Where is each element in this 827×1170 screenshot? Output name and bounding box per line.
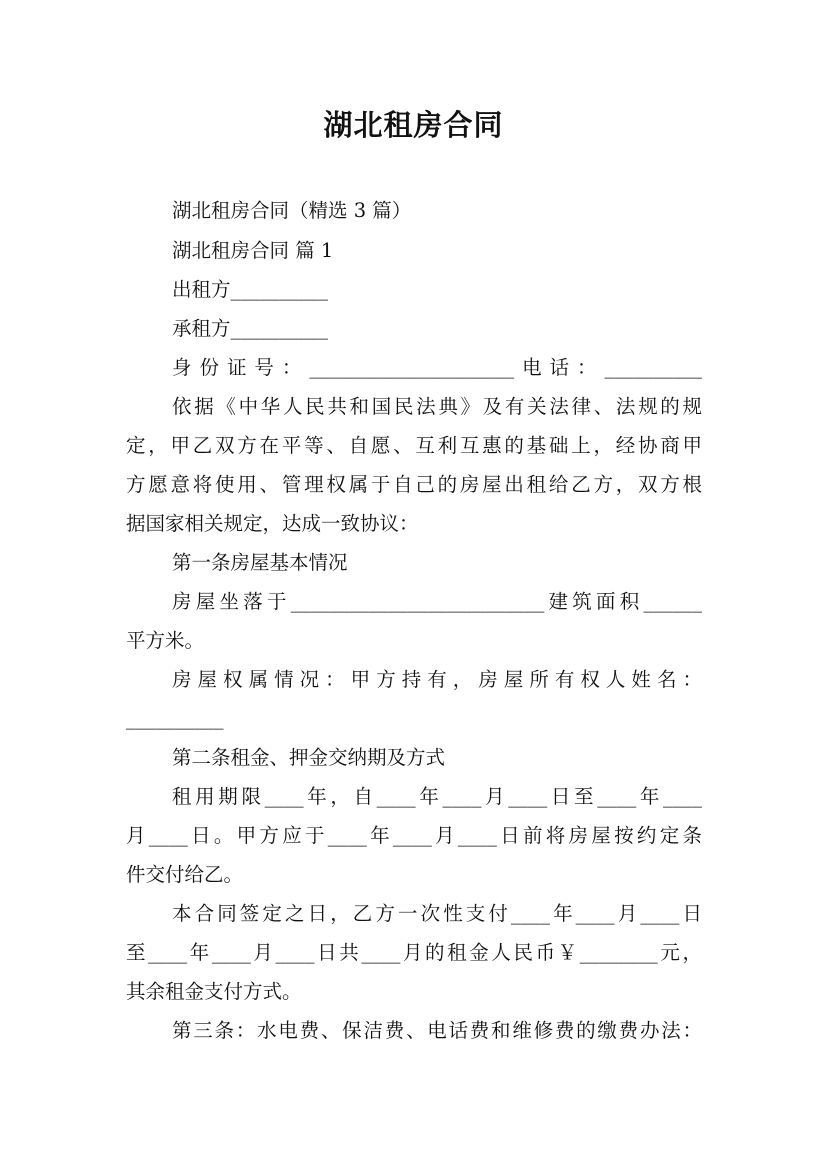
- paragraph-line: 其余租金支付方式。: [126, 980, 302, 1003]
- lessee-line: 承租方__________: [172, 317, 329, 340]
- paragraph-line: 本合同签定之日，乙方一次性支付____年____月____日: [172, 902, 702, 925]
- paragraph-line: 件交付给乙。: [126, 863, 244, 886]
- paragraph-line: 定，甲乙双方在平等、自愿、互利互惠的基础上，经协商甲: [126, 434, 702, 457]
- paragraph-line: 租用期限____年，自____年____月____日至____年____: [172, 785, 702, 808]
- paragraph-line: __________: [126, 707, 224, 730]
- paragraph-line: 平方米。: [126, 629, 205, 652]
- section-heading: 湖北租房合同 篇 1: [172, 239, 334, 262]
- article-heading: 第一条房屋基本情况: [172, 551, 348, 574]
- paragraph-line: 方愿意将使用、管理权属于自己的房屋出租给乙方，双方根: [126, 473, 702, 496]
- paragraph-line: 依据《中华人民共和国民法典》及有关法律、法规的规: [172, 395, 702, 418]
- paragraph-line: 房屋坐落于__________________________建筑面积______: [172, 590, 702, 613]
- paragraph-line: 至____年____月____日共____月的租金人民币￥________元，: [126, 941, 702, 964]
- article-heading: 第三条：水电费、保洁费、电话费和维修费的缴费办法：: [172, 1019, 702, 1042]
- id-phone-line: 身份证号：_____________________电话：__________: [172, 356, 702, 379]
- subtitle: 湖北租房合同（精选 3 篇）: [172, 199, 412, 222]
- paragraph-line: 房屋权属情况：甲方持有，房屋所有权人姓名：: [172, 668, 702, 691]
- paragraph-line: 月____日。甲方应于____年____月____日前将房屋按约定条: [126, 824, 702, 847]
- paragraph-line: 据国家相关规定，达成一致协议：: [126, 512, 419, 535]
- document-title: 湖北租房合同: [323, 108, 504, 142]
- lessor-line: 出租方__________: [172, 278, 329, 301]
- article-heading: 第二条租金、押金交纳期及方式: [172, 746, 446, 769]
